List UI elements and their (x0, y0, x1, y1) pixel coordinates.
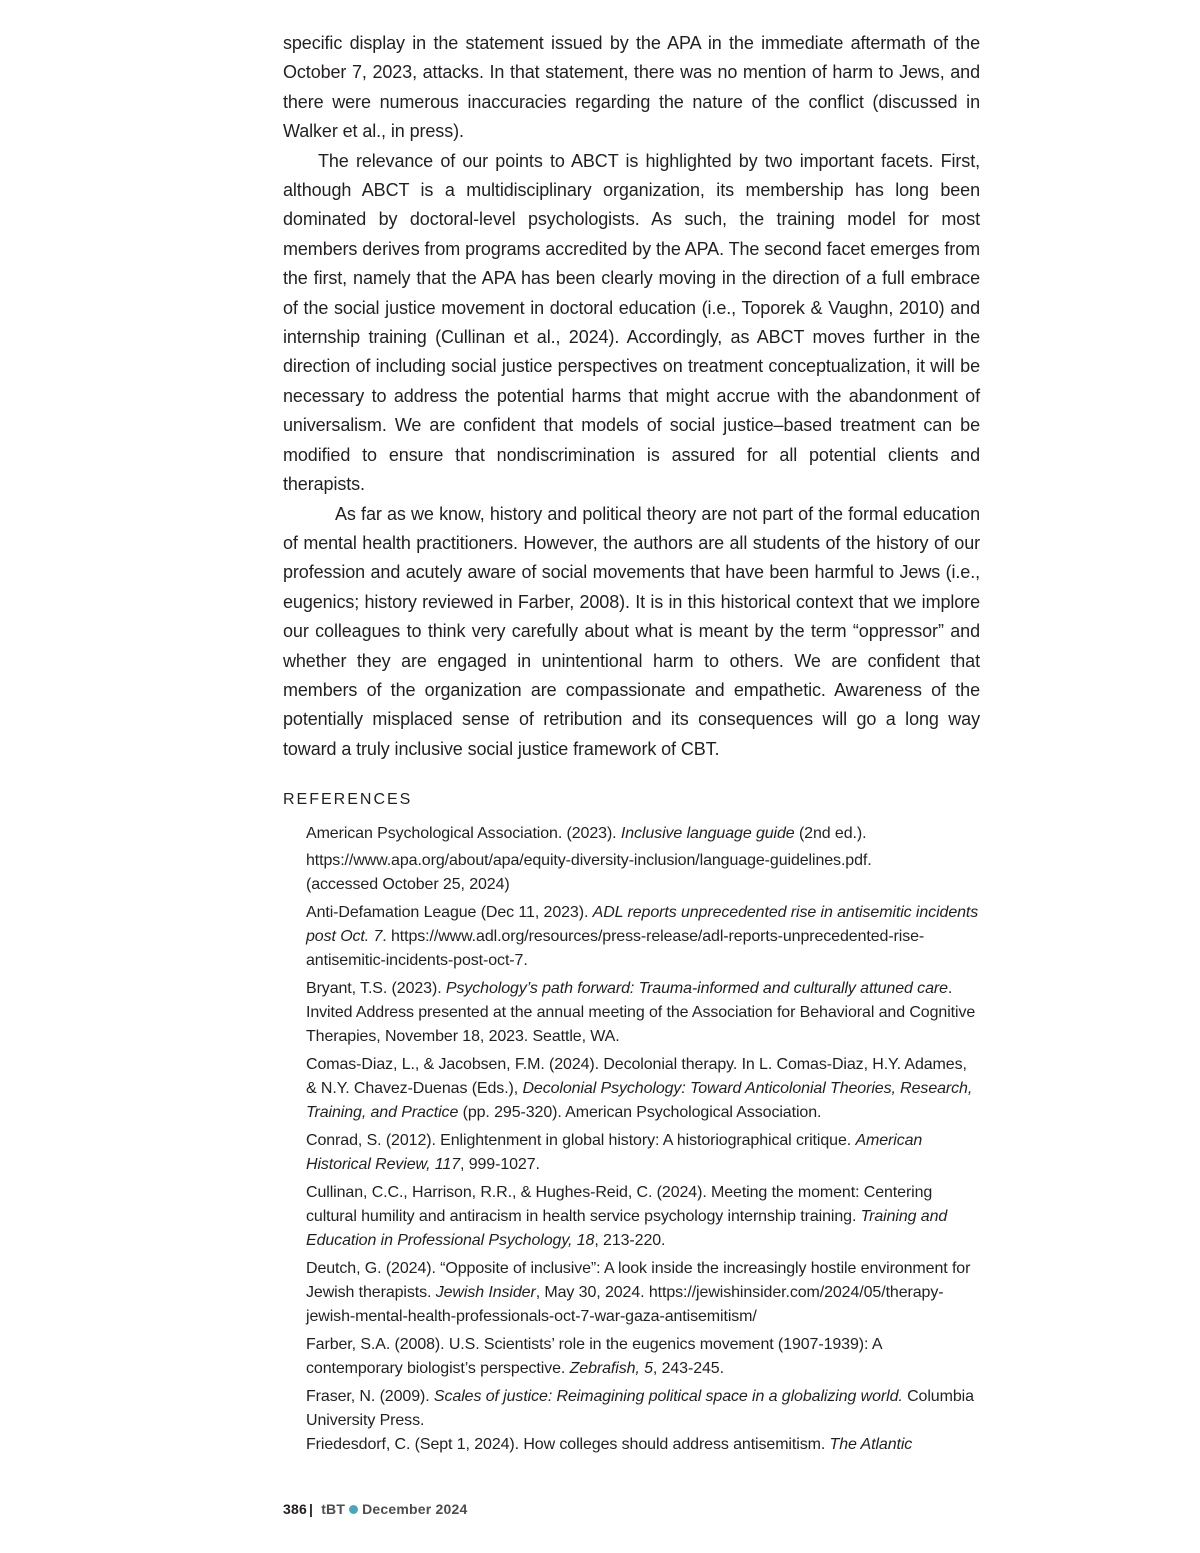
reference-bryant: Bryant, T.S. (2023). Psychology’s path forward: Trauma-informed and culturally attuned care. Invited Address presented at the annual meeting of the Association for Behavioral and Cognitive Therapies, November 18, 2023. Seattle, WA. (306, 980, 976, 1046)
reference-list (283, 822, 980, 1457)
reference-friedesdorf: Friedesdorf, C. (Sept 1, 2024). How colleges should address antisemitism. The Atlantic (306, 1436, 913, 1454)
reference-friedesdorf-source: The Atlantic (829, 1436, 913, 1454)
reference-cullinan-journal: Training and Education in Professional Psychology, 18 (306, 1208, 948, 1250)
body-paragraph-1: specific display in the statement issued by the APA in the immediate aftermath of the October 7, 2023, attacks. In that statement, there was no mention of harm to Jews, and there were numerous inaccuracies regarding the nature of the conflict (discussed in Walker et al., in press). (283, 33, 980, 142)
reference-apa-title: Inclusive language guide (620, 825, 795, 843)
reference-deutch: Deutch, G. (2024). “Opposite of inclusive”: A look inside the increasingly hostile environment for Jewish therapists. Jewish Insider, May 30, 2024. https://jewishinsider.com/2024/05/therapy-jewish-mental-health-professionals-oct-7-war-gaza-antisemitism/ (306, 1260, 971, 1326)
references-heading: REFERENCES (283, 791, 413, 809)
reference-adl-title: ADL reports unprecedented rise in antisemitic incidents post Oct. 7 (306, 904, 979, 946)
reference-apa (306, 822, 980, 846)
bullet-dot-icon (349, 1505, 358, 1514)
footer-separator: | (308, 1501, 314, 1517)
page-footer (283, 1501, 467, 1517)
reference-apa-link (306, 849, 980, 897)
journal-name: tBT (321, 1501, 346, 1517)
reference-farber-journal: Zebrafish, 5 (569, 1360, 653, 1378)
reference-fraser: Fraser, N. (2009). Scales of justice: Reimagining political space in a globalizing world. Columbia University Press. (306, 1388, 974, 1430)
reference-apa-citation: American Psychological Association. (2023). Inclusive language guide (2nd ed.). (306, 825, 867, 843)
page-number: 386 (283, 1501, 307, 1517)
reference-bryant-title: Psychology’s path forward: Trauma-informed and culturally attuned care (445, 980, 948, 998)
body-paragraph-2: The relevance of our points to ABCT is highlighted by two important facets. First, although ABCT is a multidisciplinary organization, its membership has long been dominated by doctoral-level psychologists. As such, the training model for most members derives from programs accredited by the APA. The second facet emerges from the first, namely that the APA has been clearly moving in the direction of a full embrace of the social justice movement in doctoral education (i.e., Toporek & Vaughn, 2010) and internship training (Cullinan et al., 2024). Accordingly, as ABCT moves further in the direction of including social justice perspectives on treatment conceptualization, it will be necessary to address the potential harms that might accrue with the abandonment of universalism. We are confident that models of social justice–based treatment can be modified to ensure that nondiscrimination is assured for all potential clients and therapists. (283, 150, 980, 495)
reference-farber: Farber, S.A. (2008). U.S. Scientists’ role in the eugenics movement (1907-1939): A contemporary biologist’s perspective. Zebrafish, 5, 243-245. (306, 1336, 882, 1378)
reference-apa-accessed: (accessed October 25, 2024) (306, 876, 510, 894)
reference-apa-url[interactable]: https://www.apa.org/about/apa/equity-diversity-inclusion/language-guidelines.pdf. (306, 852, 872, 870)
reference-conrad: Conrad, S. (2012). Enlightenment in global history: A historiographical critique. American Historical Review, 117, 999-1027. (306, 1132, 923, 1174)
reference-cullinan: Cullinan, C.C., Harrison, R.R., & Hughes-Reid, C. (2024). Meeting the moment: Centering cultural humility and antiracism in health service psychology internship training. Training and Education in Professional Psychology, 18, 213-220. (306, 1184, 948, 1250)
body-paragraph-3: As far as we know, history and political theory are not part of the formal education of mental health practitioners. However, the authors are all students of the history of our profession and acutely aware of social movements that have been harmful to Jews (i.e., eugenics; history reviewed in Farber, 2008). It is in this historical context that we implore our colleagues to think very carefully about what is meant by the term “oppressor” and whether they are engaged in unintentional harm to others. We are confident that members of the organization are compassionate and empathetic. Awareness of the potentially misplaced sense of retribution and its consequences will go a long way toward a truly inclusive social justice framework of CBT. (283, 503, 980, 759)
article-column (283, 29, 980, 1461)
reference-deutch-source: Jewish Insider (435, 1284, 536, 1302)
issue-date: December 2024 (362, 1501, 468, 1517)
reference-comas-diaz-title: Decolonial Psychology: Toward Anticolonial Theories, Research, Training, and Practice (306, 1080, 973, 1122)
reference-comas-diaz: Comas-Diaz, L., & Jacobsen, F.M. (2024). Decolonial therapy. In L. Comas-Diaz, H.Y. Adames, & N.Y. Chavez-Duenas (Eds.), Decolonial Psychology: Toward Anticolonial Theories, Research, Training, and Practice (pp. 295-320). American Psychological Association. (306, 1056, 973, 1122)
reference-adl: Anti-Defamation League (Dec 11, 2023). ADL reports unprecedented rise in antisemitic incidents post Oct. 7. https://www.adl.org/resources/press-release/adl-reports-unprecedented-rise-antisemitic-incidents-post-oct-7. (306, 904, 979, 970)
reference-conrad-journal: American Historical Review, 117 (306, 1132, 923, 1174)
reference-fraser-title: Scales of justice: Reimagining political space in a globalizing world. (433, 1388, 903, 1406)
